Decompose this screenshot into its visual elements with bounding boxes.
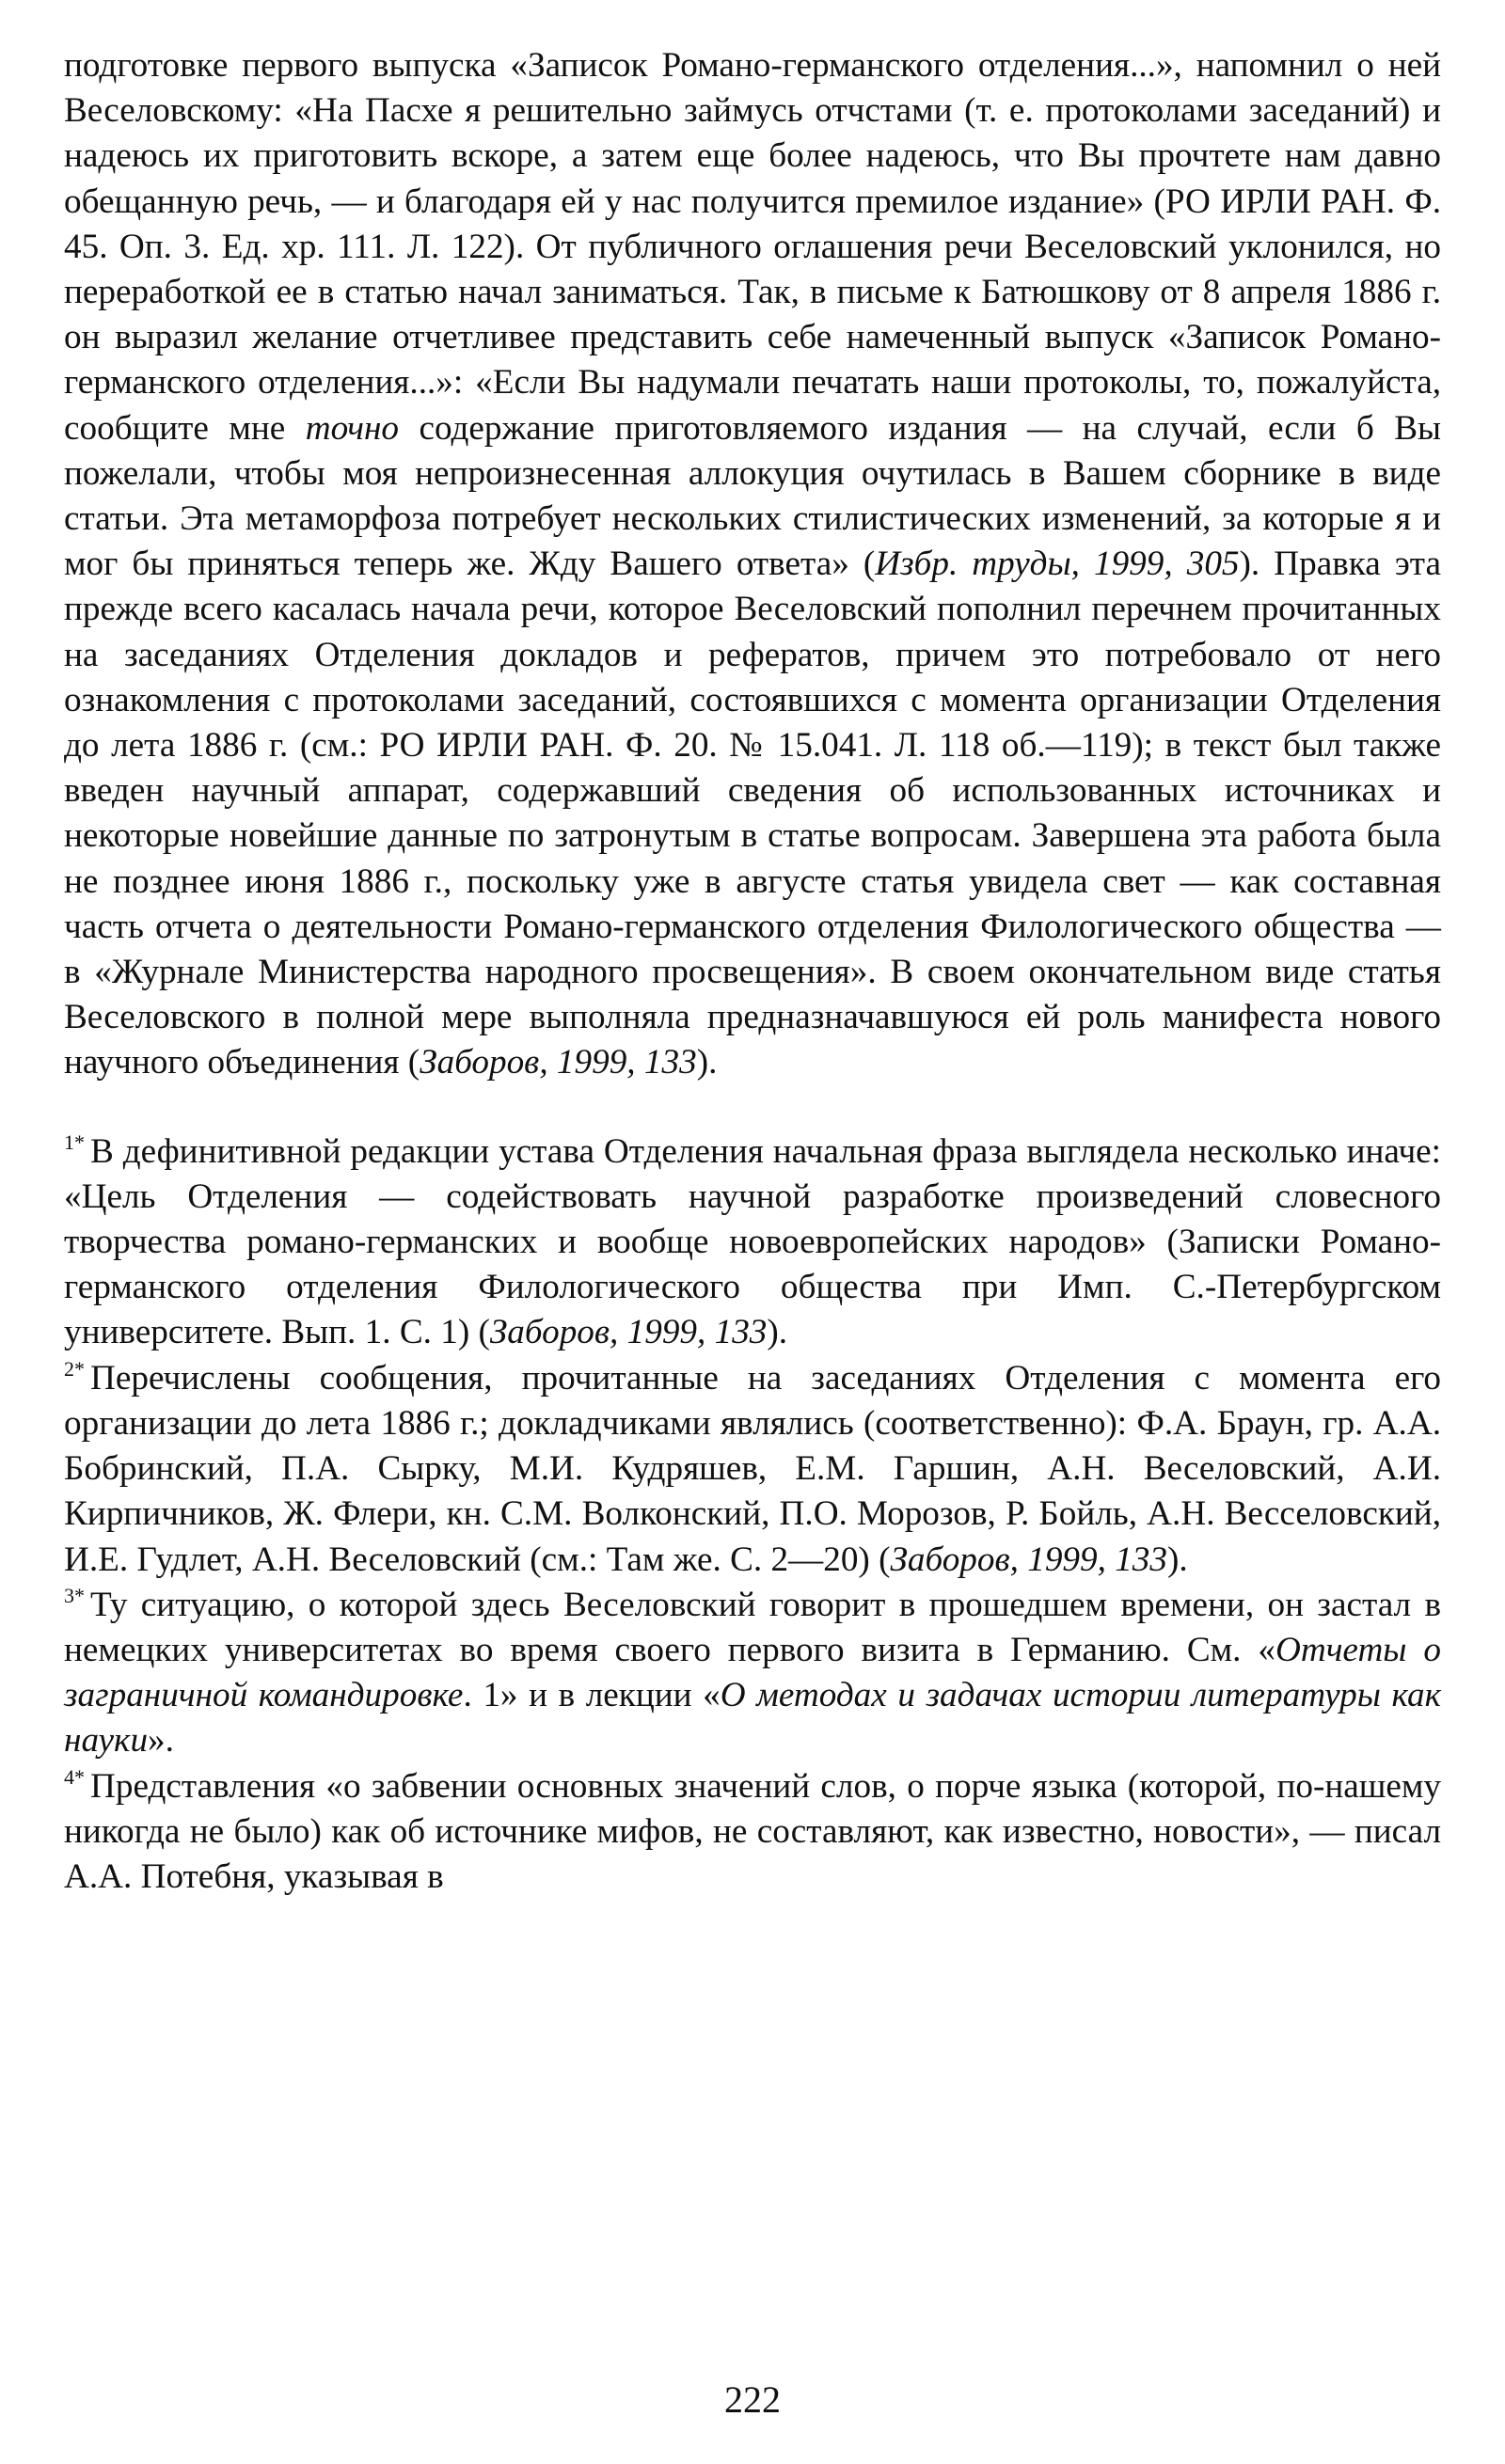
page-content (64, 43, 1441, 1900)
footnote-marker: 3* (64, 1583, 85, 1607)
footnote-text-run: ). (767, 1313, 788, 1352)
page-number: 222 (724, 2378, 781, 2421)
footnote-text-run: Перечислены сообщения, прочитанные на заседаниях Отделения с момента его организации до лета 1886 г.; докладчиками являлись (соответственно): Ф.А. Браун, гр. А.А. Бобринский, П.А. Сырку, М.И. Кудряшев, Е.М. Гаршин, А.Н. Веселовский, А.И. Кирпичников, Ж. Флери, кн. С.М. Волконский, П.О. Морозов, Р. Бойль, А.Н. Весселовский, И.Е. Гудлет, А.Н. Веселовский (см.: Там же. С. 2—20) ( (64, 1358, 1441, 1579)
main-text-run: содержание приготовляемого издания — на случай, если б Вы пожелали, чтобы моя непроизнесенная аллокуция очутилась в Вашем сборнике в виде статьи. Эта метаморфоза потребует нескольких стилистических изменений, за которые я и мог бы приняться теперь же. Жду Вашего ответа» ( (64, 408, 1441, 584)
footnote-text-run: Представления «о забвении основных значений слов, о порче языка (которой, по-нашему никогда не было) как об источнике мифов, не составляют, как известно, новости», — писал А.А. Потебня, указывая в (64, 1766, 1441, 1896)
main-text-run: подготовке первого выпуска «Записок Романо-германского отделения...», напомнил о ней Веселовскому: «На Пасхе я решительно займусь отчстами (т. е. протоколами заседаний) и надеюсь их приготовить вскоре, а затем еще более надеюсь, что Вы прочтете нам давно обещанную речь, — и благодаря ей у нас получится премилое издание» (РО ИРЛИ РАН. Ф. 45. Оп. 3. Ед. хр. 111. Л. 122). От публичного оглашения речи Веселовский уклонился, но переработкой ее в статью начал заниматься. Так, в письме к Батюшкову от 8 апреля 1886 г. он выразил желание отчетливее представить себе намеченный выпуск «Записок Романо-германского отделения...»: «Если Вы надумали печатать наши протоколы, то, пожалуйста, сообщите мне (64, 46, 1441, 448)
work-title-italic: Отчеты о заграничной командировке (64, 1630, 1441, 1715)
footnote-3 (64, 1583, 1441, 1764)
footnote-1 (64, 1129, 1441, 1356)
citation-italic: Избр. труды, 1999, 305 (875, 545, 1240, 584)
footnote-text-run: Ту ситуацию, о которой здесь Веселовский говорит в прошедшем времени, он застал в немецких университетах во время своего первого визита в Германию. См. « (64, 1585, 1441, 1669)
footnote-text-run: . 1» и в лекции « (463, 1676, 721, 1715)
citation-italic: Заборов, 1999, 133 (890, 1540, 1167, 1579)
citation-italic: Заборов, 1999, 133 (489, 1313, 768, 1352)
footnote-marker: 4* (64, 1764, 85, 1789)
main-text-italic-run: точно (305, 408, 400, 448)
footnote-text-run: В дефинитивной редакции устава Отделения начальная фраза выглядела несколько иначе: «Цель Отделения — содействовать научной разработке произведений словесного творчества романо-германских и вообще новоевропейских народов» (Записки Романо-германского отделения Филологического общества при Имп. С.-Петербургском университете. Вып. 1. С. 1) ( (64, 1131, 1441, 1352)
footnotes (64, 1129, 1441, 1900)
footnote-2 (64, 1356, 1441, 1583)
footnote-text-run: ». (148, 1721, 174, 1761)
main-text-run: ). Правка эта прежде всего касалась начала речи, которое Веселовский пополнил перечнем прочитанных на заседаниях Отделения докладов и рефератов, причем это потребовало от него ознакомления с протоколами заседаний, состоявшихся с момента организации Отделения до лета 1886 г. (см.: РО ИРЛИ РАН. Ф. 20. № 15.041. Л. 118 об.—119); в текст был также введен научный аппарат, содержавший сведения об использованных источниках и некоторые новейшие данные по затронутым в статье вопросам. Завершена эта работа была не позднее июня 1886 г., поскольку уже в августе статья увидела свет — как составная часть отчета о деятельности Романо-германского отделения Филологического общества — в «Журнале Министерства народного просвещения». В своем окончательном виде статья Веселовского в полной мере выполняла предназначавшуюся ей роль манифеста нового научного объединения ( (64, 545, 1442, 1082)
main-paragraph (64, 43, 1441, 1086)
footnote-marker: 2* (64, 1356, 85, 1381)
main-text-run: ). (696, 1043, 718, 1082)
citation-italic: Заборов, 1999, 133 (420, 1043, 697, 1082)
footnote-4 (64, 1764, 1441, 1901)
footnote-text-run: ). (1167, 1540, 1188, 1579)
work-title-italic: О методах и задачах истории литературы как науки (64, 1676, 1441, 1761)
footnote-marker: 1* (64, 1129, 85, 1154)
